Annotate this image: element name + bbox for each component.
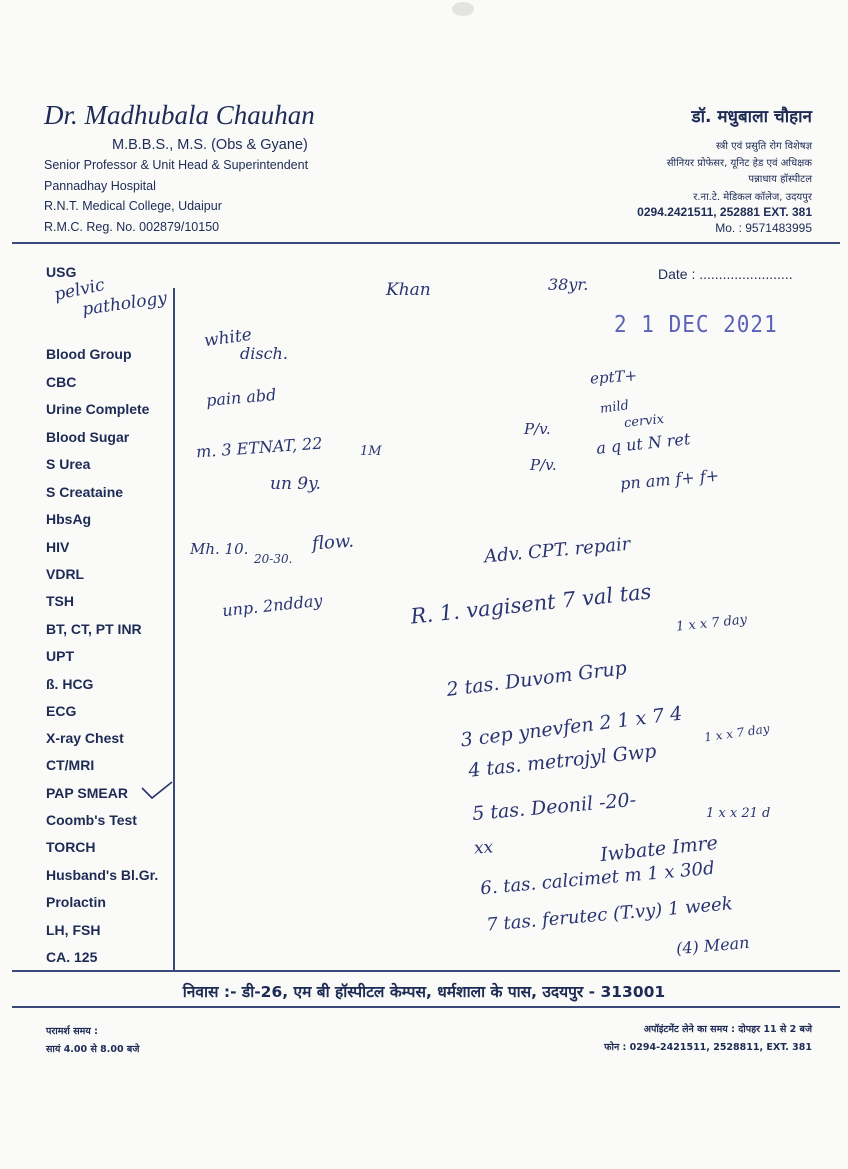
handwriting-rx: (4) Mean <box>675 932 751 959</box>
consult-time: सायं 4.00 से 8.00 बजे <box>46 1044 140 1055</box>
handwriting-rx: 1 x x 21 d <box>706 806 771 821</box>
college-hindi: र.ना.टे. मेडिकल कॉलेज, उदयपुर <box>693 192 812 203</box>
doctor-name-hindi: डॉ. मधुबाला चौहान <box>691 107 812 127</box>
degrees: M.B.B.S., M.S. (Obs & Gyane) <box>112 137 308 153</box>
handwriting-rx: 6. tas. calcimet m 1 x 30d <box>479 857 716 900</box>
handwriting-complaint: un 9y. <box>270 474 321 494</box>
handwriting-exam: a q ut N ret <box>595 429 692 458</box>
handwriting-exam: pn am f+ f+ <box>619 465 720 494</box>
mobile: Mo. : 9571483995 <box>715 221 812 235</box>
checkmark-icon <box>140 780 174 802</box>
test-item: Blood Sugar <box>46 429 130 445</box>
handwriting-usg-note: pelvic <box>52 274 107 306</box>
handwriting-usg-note: pathology <box>81 288 169 320</box>
handwriting-advice: Adv. CPT. repair <box>483 533 632 568</box>
footer-divider-2 <box>12 1006 840 1008</box>
test-item: S Creataine <box>46 484 124 500</box>
handwriting-complaint: Mh. 10. <box>190 540 249 558</box>
test-item: Prolactin <box>46 894 106 910</box>
handwriting-rx: 7 tas. ferutec (T.vy) 1 week <box>485 893 734 936</box>
test-item: CA. 125 <box>46 949 98 965</box>
address: निवास :- डी-26, एम बी हॉस्पीटल केम्पस, धर्मशाला के पास, उदयपुर - 313001 <box>182 983 666 1001</box>
handwriting-exam: mild <box>599 398 630 417</box>
test-item: PAP SMEAR <box>46 785 128 801</box>
handwriting-rx: 3 cep ynevfen 2 1 x 7 4 <box>459 702 684 752</box>
handwriting-rx: 5 tas. Deonil -20- <box>471 788 637 826</box>
specialty-hindi: स्त्री एवं प्रसुति रोग विशेषज्ञ <box>716 141 812 152</box>
handwriting-exam: P/v. <box>530 456 557 474</box>
handwriting-patient-name: Khan <box>386 280 431 300</box>
handwriting-exam: P/v. <box>524 420 551 438</box>
test-item: USG <box>46 264 77 280</box>
test-item: Husband's Bl.Gr. <box>46 867 159 883</box>
test-item: Coomb's Test <box>46 812 137 828</box>
hospital-hindi: पन्नाधाय हॉस्पीटल <box>748 174 812 185</box>
test-item: CT/MRI <box>46 757 95 773</box>
handwriting-complaint: flow. <box>311 530 355 555</box>
test-item: UPT <box>46 648 74 664</box>
handwriting-complaint: 20-30. <box>254 552 293 566</box>
test-item: ß. HCG <box>46 676 94 692</box>
handwriting-rx: R. 1. vagisent 7 val tas <box>409 579 653 629</box>
test-item: LH, FSH <box>46 922 101 938</box>
handwriting-complaint: pain abd <box>205 384 278 411</box>
footer-phone: फोन : 0294-2421511, 2528811, EXT. 381 <box>604 1042 812 1053</box>
handwriting-rx: 4 tas. metrojyl Gwp <box>467 740 658 782</box>
position: Senior Professor & Unit Head & Superintendent <box>44 158 309 172</box>
consult-label: परामर्श समय : <box>46 1026 98 1037</box>
test-item: X-ray Chest <box>46 730 124 746</box>
doctor-name: Dr. Madhubala Chauhan <box>44 100 315 130</box>
handwriting-rx: 1 x x 7 day <box>675 612 748 635</box>
appointment-time: अपॉइंटमेंट लेने का समय : दोपहर 11 से 2 बजे <box>643 1024 812 1035</box>
handwriting-exam: eptT+ <box>589 366 638 388</box>
handwriting-complaint: 1M <box>360 444 382 459</box>
test-item: Urine Complete <box>46 401 150 417</box>
hospital: Pannadhay Hospital <box>44 179 156 193</box>
handwriting-exam: cervix <box>623 411 665 432</box>
column-divider <box>173 288 175 970</box>
date-stamp: 2 1 DEC 2021 <box>614 310 778 338</box>
handwriting-complaint: disch. <box>240 344 288 363</box>
handwriting-rx: 2 tas. Duvom Grup <box>445 657 628 701</box>
test-item: HbsAg <box>46 511 92 527</box>
handwriting-rx: xx <box>473 837 494 859</box>
test-item: BT, CT, PT INR <box>46 621 142 637</box>
handwriting-rx: 1 x x 7 day <box>703 721 771 745</box>
position-hindi: सीनियर प्रोफेसर, यूनिट हेड एवं अधिक्षक <box>666 158 812 169</box>
punch-hole <box>452 2 474 16</box>
handwriting-complaint: m. 3 ETNAT, 22 <box>195 433 324 462</box>
college: R.N.T. Medical College, Udaipur <box>44 199 222 213</box>
handwriting-complaint: unp. 2ndday <box>221 590 324 621</box>
phone: 0294.2421511, 252881 EXT. 381 <box>637 205 812 219</box>
handwriting-rx: Iwbate Imre <box>599 831 719 867</box>
date-label: Date : ........................ <box>658 266 793 282</box>
test-item: Blood Group <box>46 346 132 362</box>
test-item: ECG <box>46 703 77 719</box>
handwriting-patient-age: 38yr. <box>548 275 589 294</box>
test-item: S Urea <box>46 456 91 472</box>
test-item: TORCH <box>46 839 96 855</box>
handwriting-complaint: white <box>202 324 254 352</box>
reg-no: R.M.C. Reg. No. 002879/10150 <box>44 220 220 234</box>
test-item: HIV <box>46 539 70 555</box>
test-item: CBC <box>46 374 77 390</box>
test-item: TSH <box>46 593 74 609</box>
footer-divider <box>12 970 840 972</box>
test-item: VDRL <box>46 566 85 582</box>
header-divider <box>12 242 840 244</box>
